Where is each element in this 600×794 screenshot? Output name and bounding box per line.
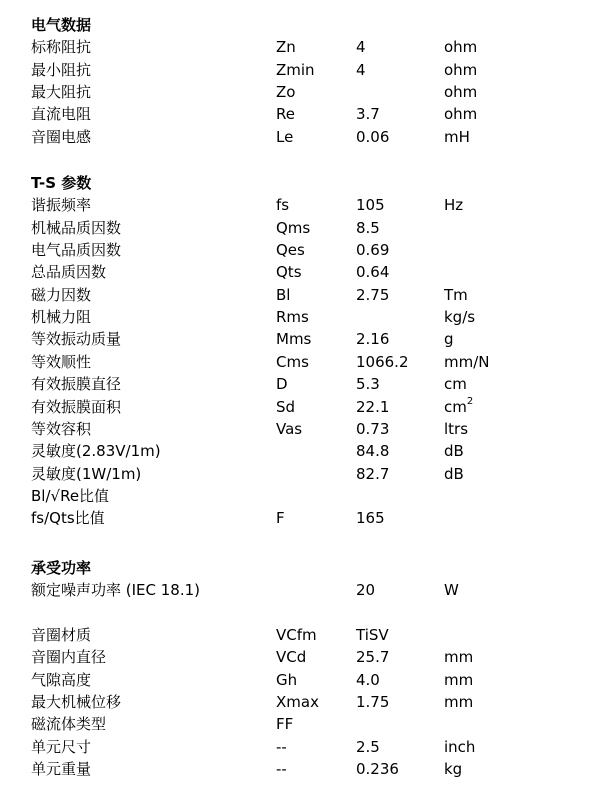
param-symbol: FF (276, 715, 294, 734)
unit-superscript: 2 (466, 395, 474, 407)
param-value: 82.7 (356, 464, 390, 483)
spec-row (0, 418, 600, 440)
param-name: 音圈内直径 (31, 648, 107, 667)
param-symbol: -- (276, 737, 287, 756)
param-name: 音圈材质 (31, 626, 92, 644)
spec-row (0, 646, 600, 668)
param-unit: dB (444, 442, 464, 461)
param-name: 音圈电感 (31, 127, 92, 146)
param-unit: Hz (444, 196, 464, 215)
param-symbol: Vas (276, 419, 303, 438)
spec-row (0, 194, 600, 216)
spec-row (0, 691, 600, 713)
param-symbol: Mms (276, 330, 312, 349)
param-value: 1066.2 (356, 352, 409, 371)
param-unit: cm (444, 375, 467, 394)
param-unit: mm (444, 648, 474, 667)
param-value: 0.69 (356, 241, 390, 260)
param-value: 25.7 (356, 648, 390, 667)
param-unit: mm (444, 693, 474, 712)
section-heading-text: T-S 参数 (31, 174, 92, 192)
param-symbol: fs (276, 196, 290, 215)
section-heading-text: 承受功率 (31, 559, 92, 577)
param-symbol: Zo (276, 83, 296, 102)
param-unit: ohm (444, 60, 478, 79)
section-heading (0, 172, 600, 194)
spec-row (0, 103, 600, 125)
param-name: 有效振膜面积 (31, 397, 122, 416)
param-name: 单元重量 (31, 760, 92, 779)
param-symbol: D (276, 375, 288, 394)
param-symbol: Bl (276, 285, 291, 304)
param-name: 磁流体类型 (31, 715, 107, 734)
param-unit: mm (444, 670, 474, 689)
param-name: 单元尺寸 (31, 737, 92, 756)
spec-row (0, 713, 600, 735)
spec-row (0, 239, 600, 261)
param-symbol: Zn (276, 38, 296, 57)
param-value: 2.5 (356, 737, 380, 756)
param-name: 等效顺性 (31, 352, 92, 371)
param-value: 1.75 (356, 693, 390, 712)
param-symbol: -- (276, 760, 287, 779)
param-name: 灵敏度(1W/1m) (31, 464, 142, 483)
param-unit: g (444, 330, 454, 349)
spec-row (0, 36, 600, 58)
param-name: 谐振频率 (31, 196, 92, 215)
param-symbol: Xmax (276, 693, 319, 712)
param-name: 机械品质因数 (31, 218, 122, 237)
param-name: 气隙高度 (31, 670, 92, 689)
param-value: 165 (356, 509, 385, 528)
param-value: 105 (356, 196, 385, 215)
spec-row (0, 284, 600, 306)
param-value: 4 (356, 38, 366, 57)
param-name: 灵敏度(2.83V/1m) (31, 442, 161, 461)
param-symbol: Rms (276, 308, 309, 327)
param-symbol: Re (276, 105, 295, 124)
spec-row (0, 373, 600, 395)
spec-row (0, 485, 600, 507)
param-unit: Tm (444, 285, 468, 304)
param-value: 4.0 (356, 670, 380, 689)
spec-row (0, 624, 600, 646)
param-value: 2.75 (356, 285, 390, 304)
param-value: 20 (356, 581, 376, 600)
param-name: 机械力阻 (31, 308, 92, 327)
section-heading-text: 电气数据 (31, 16, 92, 34)
param-value: 84.8 (356, 442, 390, 461)
param-symbol: F (276, 509, 285, 528)
spec-row (0, 463, 600, 485)
spec-row (0, 579, 600, 601)
spec-row (0, 328, 600, 350)
spec-row (0, 217, 600, 239)
section-heading (0, 557, 600, 579)
param-name: fs/Qts比值 (31, 509, 105, 528)
param-value: 0.236 (356, 760, 399, 779)
param-unit: mm/N (444, 352, 490, 371)
param-name: 电气品质因数 (31, 241, 122, 260)
param-unit: ltrs (444, 419, 469, 438)
param-value: TiSV (356, 626, 389, 644)
spec-row (0, 440, 600, 462)
param-value: 0.73 (356, 419, 390, 438)
spec-row (0, 306, 600, 328)
spec-row (0, 736, 600, 758)
param-symbol: VCd (276, 648, 307, 667)
param-name: 总品质因数 (31, 263, 107, 282)
param-symbol: Zmin (276, 60, 315, 79)
param-symbol: Qes (276, 241, 305, 260)
param-unit: inch (444, 737, 476, 756)
param-value: 2.16 (356, 330, 390, 349)
spec-row (0, 126, 600, 148)
param-value: 4 (356, 60, 366, 79)
param-name: 等效振动质量 (31, 330, 122, 349)
param-name: 标称阻抗 (31, 38, 92, 57)
spec-row (0, 669, 600, 691)
spec-row (0, 758, 600, 780)
param-name: 最大阻抗 (31, 83, 92, 102)
param-name: 最大机械位移 (31, 693, 122, 712)
spec-row (0, 261, 600, 283)
param-unit: kg/s (444, 308, 476, 327)
spec-row (0, 59, 600, 81)
param-name: 额定噪声功率 (IEC 18.1) (31, 581, 201, 600)
section-heading (0, 14, 600, 36)
param-symbol: Cms (276, 352, 309, 371)
param-value: 8.5 (356, 218, 380, 237)
param-unit: ohm (444, 83, 478, 102)
param-name: 有效振膜直径 (31, 375, 122, 394)
spec-row (0, 351, 600, 373)
param-symbol: Qms (276, 218, 311, 237)
param-value: 0.64 (356, 263, 390, 282)
param-symbol: VCfm (276, 626, 317, 644)
param-symbol: Sd (276, 397, 296, 416)
param-unit: kg (444, 760, 463, 779)
param-unit: ohm (444, 105, 478, 124)
param-name: 直流电阻 (31, 105, 92, 124)
param-name: 等效容积 (31, 419, 92, 438)
spec-row (0, 81, 600, 103)
param-unit: ohm (444, 38, 478, 57)
param-value: 22.1 (356, 397, 390, 416)
param-symbol: Gh (276, 670, 298, 689)
param-name: Bl/√Re比值 (31, 486, 110, 505)
param-value: 3.7 (356, 105, 380, 124)
param-value: 5.3 (356, 375, 380, 394)
param-symbol: Le (276, 127, 294, 146)
param-name: 最小阻抗 (31, 60, 92, 79)
param-unit: W (444, 581, 459, 600)
param-unit: $cm^2$ (444, 395, 474, 416)
spec-row (0, 507, 600, 529)
param-unit: mH (444, 127, 470, 146)
param-value: 0.06 (356, 127, 390, 146)
param-unit: dB (444, 464, 464, 483)
param-name: 磁力因数 (31, 285, 92, 304)
spec-row (0, 396, 600, 418)
param-symbol: Qts (276, 263, 302, 282)
